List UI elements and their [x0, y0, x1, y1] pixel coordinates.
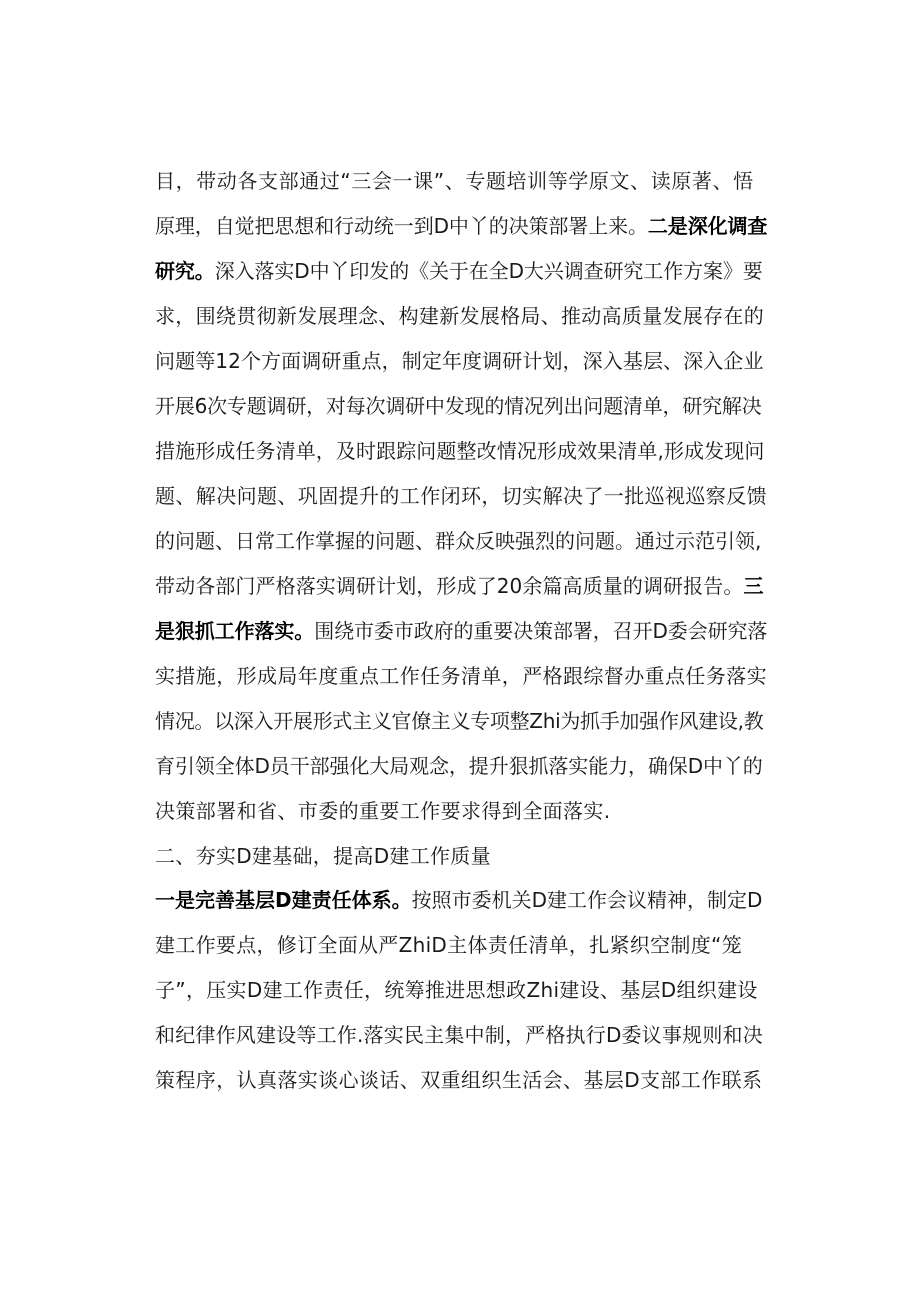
- bold-lead-phrase: 二是深化调查: [647, 214, 768, 238]
- text-line: 建工作要点，修订全面从严ZhiD主体责任清单，扎紧织空制度“笼: [155, 933, 742, 957]
- text-line: 策程序，认真落实谈心谈话、双重组织生活会、基层D支部工作联系: [155, 1068, 763, 1092]
- text-line: 研究。深入落实D中丫印发的《关于在全D大兴调查研究工作方案》要: [155, 259, 763, 283]
- heading-line: 二、夯实D建基础，提高D建工作质量: [155, 844, 491, 868]
- text-line: 和纪律作风建设等工作.落实民主集中制，严格执行D委议事规则和决: [155, 1023, 763, 1047]
- text-line: 问题等12个方面调研重点，制定年度调研计划，深入基层、深入企业: [155, 349, 764, 373]
- bold-lead-phrase: 三: [743, 574, 764, 598]
- text-line: 实措施，形成局年度重点工作任务清单，严格跟综督办重点任务落实: [155, 664, 767, 688]
- text-line: 决策部署和省、市委的重要工作要求得到全面落实.: [155, 799, 611, 823]
- text-line: 一是完善基层D建责任体系。按照市委机关D建工作会议精神，制定D: [155, 888, 763, 912]
- text-line: 育引领全体D员干部强化大局观念，提升狠抓落实能力，确保D中丫的: [155, 754, 763, 778]
- text-line: 题、解决问题、巩固提升的工作闭环，切实解决了一批巡视巡察反馈: [155, 484, 767, 508]
- section-heading: [155, 834, 767, 879]
- paragraph-2: [155, 878, 767, 1103]
- bold-lead-phrase: 是狠抓工作落实。: [155, 619, 315, 643]
- text-line: 子”，压实D建工作责任，统筹推进思想政Zhi建设、基层D组织建设: [155, 978, 758, 1002]
- paragraph-1: [155, 159, 767, 834]
- text-line: 原理，自觉把思想和行动统一到D中丫的决策部署上来。二是深化调查: [155, 214, 768, 238]
- text-line: 求，围绕贯彻新发展理念、构建新发展格局、推动高质量发展存在的: [155, 304, 764, 328]
- text-line: 的问题、日常工作掌握的问题、群众反映强烈的问题。通过示范引领,: [155, 529, 762, 553]
- text-line: 开展6次专题调研，对每次调研中发现的情况列出问题清单，研究解决: [155, 394, 762, 418]
- text-line: 情况。以深入开展形式主义官僚主义专项整Zhi为抓手加强作风建设,教: [155, 709, 764, 733]
- text-line: 目，带动各支部通过“三会一课”、专题培训等学原文、读原著、悟: [155, 169, 754, 193]
- text-line: 措施形成任务清单，及时跟踪问题整改情况形成效果清单,形成发现问: [155, 439, 765, 463]
- text-line: 带动各部门严格落实调研计划，形成了20余篇高质量的调研报告。三: [155, 574, 764, 598]
- bold-lead-phrase: 一是完善基层D建责任体系。: [155, 888, 412, 912]
- text-line: 是狠抓工作落实。围绕市委市政府的重要决策部署，召开D委会研究落: [155, 619, 768, 643]
- bold-lead-phrase: 研究。: [155, 259, 215, 283]
